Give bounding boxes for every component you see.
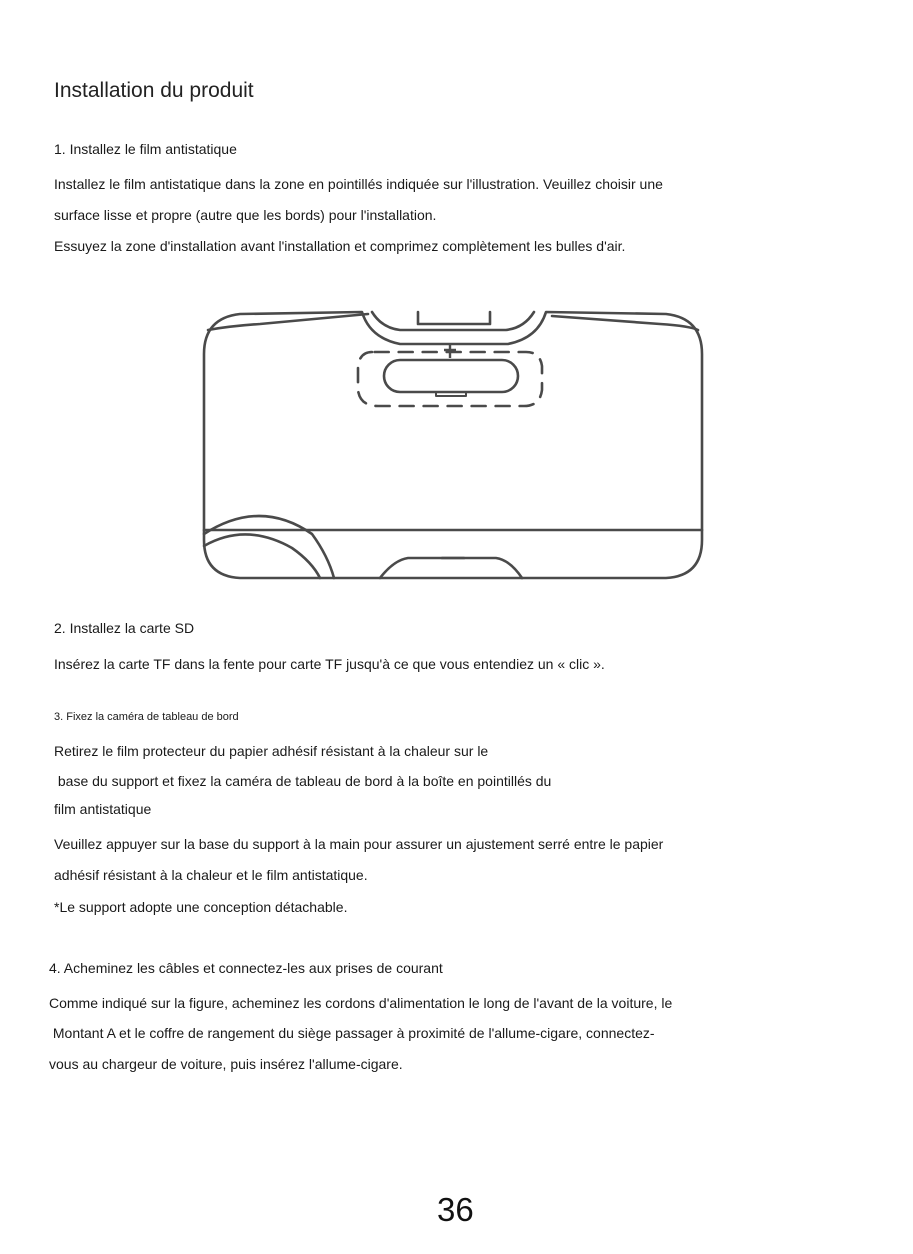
section-1-line: Essuyez la zone d'installation avant l'installation et comprimez complètement les bulles d'air. xyxy=(54,238,626,254)
section-2-heading: 2. Installez la carte SD xyxy=(54,620,195,636)
section-2-line: Insérez la carte TF dans la fente pour carte TF jusqu'à ce que vous entendiez un « clic ». xyxy=(54,656,605,672)
page-number: 36 xyxy=(437,1191,474,1228)
section-1-line: Installez le film antistatique dans la zone en pointillés indiquée sur l'illustration. Veuillez choisir une xyxy=(54,176,663,192)
section-3-line: base du support et fixez la caméra de tableau de bord à la boîte en pointillés du xyxy=(54,773,552,789)
section-3-line: Retirez le film protecteur du papier adhésif résistant à la chaleur sur le xyxy=(54,743,489,759)
section-4-line: vous au chargeur de voiture, puis insérez l'allume-cigare. xyxy=(49,1056,403,1072)
section-3-line: *Le support adopte une conception détachable. xyxy=(54,899,348,915)
section-3-line: Veuillez appuyer sur la base du support à la main pour assurer un ajustement serré entre le papier xyxy=(54,836,664,852)
section-1-heading: 1. Installez le film antistatique xyxy=(54,141,237,157)
dashcam-illustration xyxy=(200,308,706,584)
mount-opening xyxy=(372,312,534,330)
section-3-line: adhésif résistant à la chaleur et le film antistatique. xyxy=(54,867,368,883)
section-4-line: Comme indiqué sur la figure, acheminez les cordons d'alimentation le long de l'avant de la voiture, le xyxy=(49,995,673,1011)
section-4-heading: 4. Acheminez les câbles et connectez-les aux prises de courant xyxy=(49,960,443,976)
page-title: Installation du produit xyxy=(54,79,254,102)
mount-slot xyxy=(384,360,518,392)
section-1-line: surface lisse et propre (autre que les bords) pour l'installation. xyxy=(54,207,437,223)
section-4-line: Montant A et le coffre de rangement du siège passager à proximité de l'allume-cigare, connectez- xyxy=(49,1025,655,1041)
section-3-line: film antistatique xyxy=(54,801,152,817)
section-3-heading: 3. Fixez la caméra de tableau de bord xyxy=(54,711,239,723)
